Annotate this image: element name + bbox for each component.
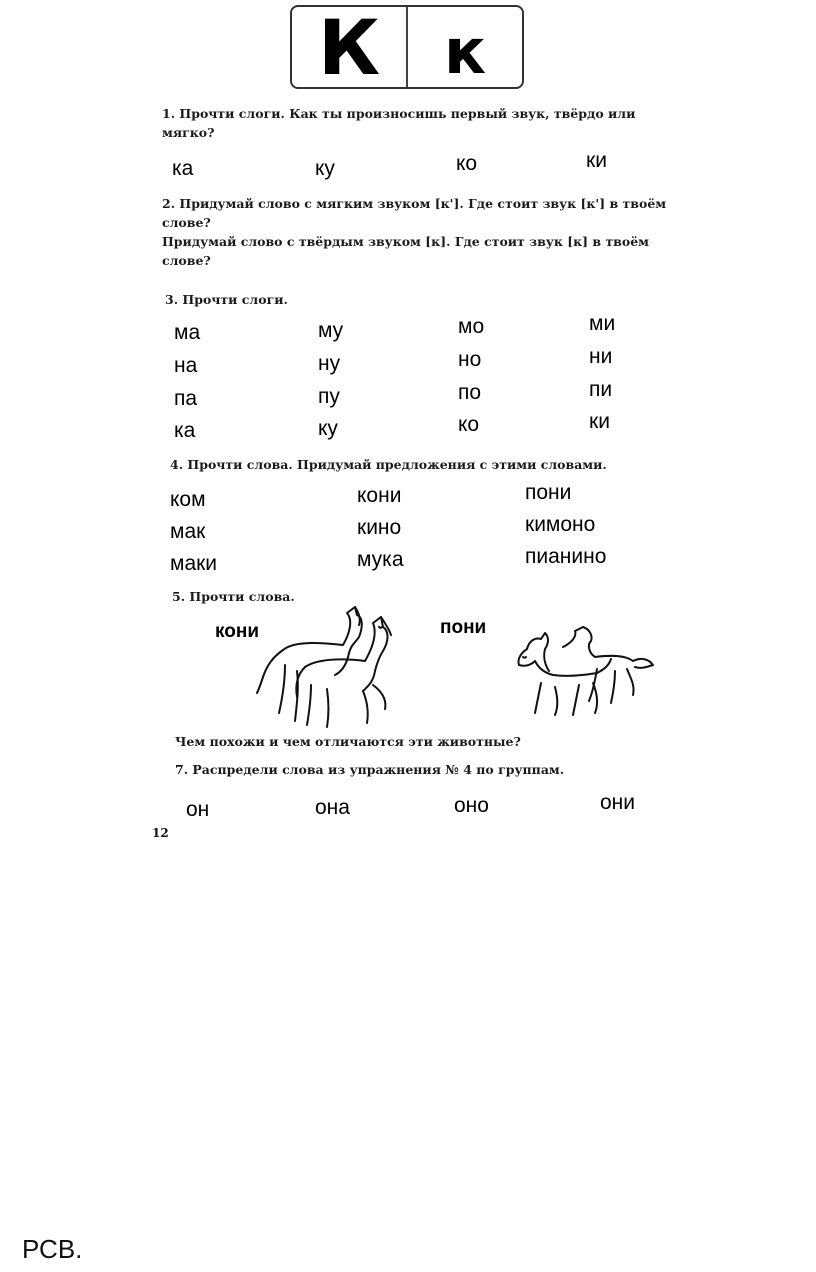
task-3-syllable: ма [174,321,201,344]
task-3-syllable: му [318,319,344,342]
task-5-question: Чем похожи и чем отличаются эти животные? [175,734,521,749]
task-4-word: ком [170,488,206,511]
task-4-word: мак [170,520,206,543]
letter-card [290,2,524,92]
task-1-syllable: ки [586,149,607,172]
caption: РСВ. [22,1234,83,1264]
task-3-syllable: па [174,387,198,410]
task-2-line-1: 2. Придумай слово с мягким звуком [к']. Где стоит звук [к'] в твоём слове? [162,196,667,230]
task-3-syllable: по [458,381,482,404]
task-3-syllable: ну [318,352,341,375]
page-number: 12 [152,826,169,840]
horses-koni-illustration [255,605,400,730]
task-4-word: кимоно [525,513,596,536]
task-3-syllable: мо [458,315,485,338]
task-4-word: мука [357,548,404,571]
task-3-syllable: ни [589,345,613,368]
task-4-text: 4. Прочти слова. Придумай предложения с этими словами. [170,457,607,472]
task-4-word: маки [170,552,218,575]
task-1-text: 1. Прочти слоги. Как ты произносишь первый звук, твёрдо или мягко? [162,106,636,140]
task-4-word: пианино [525,545,607,568]
task-3-syllable: ки [589,410,610,433]
word-poni: пони [440,617,487,638]
group-ona: она [315,796,350,819]
group-on: он [186,798,210,821]
task-1-syllable: ку [315,157,335,180]
word-koni: кони [215,621,260,642]
task-7-text: 7. Распредели слова из упражнения № 4 по группам. [175,762,565,777]
group-ono: оно [454,794,489,817]
task-3-syllable: ка [174,419,196,442]
task-3-syllable: ко [458,413,480,436]
task-3-syllable: пу [318,385,340,408]
task-4-word: кино [357,516,402,539]
letter-upper: К [292,7,408,87]
letter-lower: к [443,14,487,88]
task-3-syllable: ку [318,417,338,440]
group-oni: они [600,791,636,814]
task-1-syllable: ка [172,157,194,180]
task-4-word: кони [357,484,402,507]
task-3-syllable: но [458,348,482,371]
task-3-syllable: пи [589,378,613,401]
task-3-syllable: на [174,354,198,377]
task-3-syllable: ми [589,312,616,335]
ponies-illustration [515,625,655,717]
task-4-word: пони [525,481,572,504]
task-3-text: 3. Прочти слоги. [165,292,288,307]
task-5-text: 5. Прочти слова. [172,589,295,604]
task-1-syllable: ко [456,152,478,175]
task-2-line-2: Придумай слово с твёрдым звуком [к]. Где стоит звук [к] в твоём слове? [162,234,650,268]
